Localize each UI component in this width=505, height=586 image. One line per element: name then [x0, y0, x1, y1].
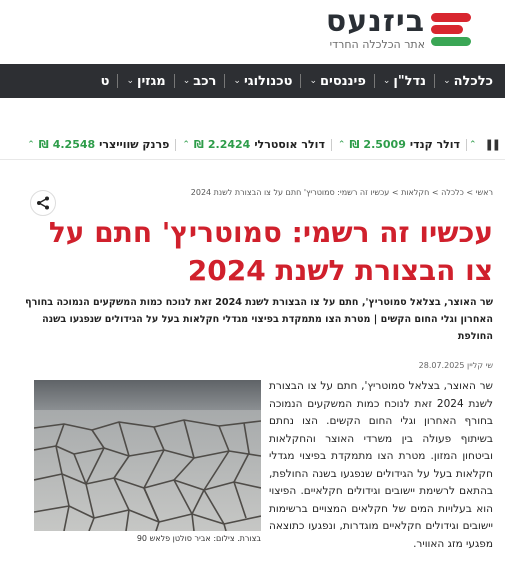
nav-item-label: רכב: [193, 73, 217, 89]
nav-item-label: נדל"ן: [393, 73, 427, 89]
nav-divider: [174, 74, 175, 88]
article-body: שר האוצר, בצלאל סמוטריץ', חתם על צו הבצורת לשנת 2024 זאת לנוכח כמות המשקעים הנמוכה בחורף האחרון וגלי החום הקשים. הצו נחתם בשיתוף פעולה בין משרדי האוצר והחקלאות וביטחון המזון. מטרת הצו מתמקדת בפיצוי מגדלי חקלאות בעל על הגידולים שנפגעו בשנה החולפת, בהתאם לרשימת יישובים וגידולים חקלאיים. הפיצוי הוא בעלויות המים של חקלאים המצויים ברשימות יישובים וגידולים חקלאיים מוגדרות, ונפגעו כתוצאה מפגעי מזג האוויר.: [269, 380, 493, 550]
share-button[interactable]: [30, 190, 56, 216]
chevron-down-icon: ⌄: [182, 76, 191, 86]
chevron-up-icon: ⌃: [27, 139, 35, 150]
ticker-divider: [331, 139, 332, 151]
article-author[interactable]: שי קליין: [467, 361, 493, 370]
chevron-up-icon: ⌃: [182, 139, 190, 150]
nav-item-truncated[interactable]: [93, 74, 118, 89]
chevron-down-icon: ⌄: [382, 76, 391, 86]
ticker-currency-value: 2.5009: [363, 138, 406, 151]
ticker-currency-value: 2.2424: [207, 138, 251, 151]
ticker-divider: [175, 139, 176, 151]
chevron-down-icon: ⌄: [126, 76, 134, 86]
chevron-down-icon: ⌄: [443, 76, 451, 86]
nav-divider: [300, 74, 301, 88]
breadcrumb[interactable]: ראשי > כלכלה > חקלאות > עכשיו זה רשמי: סמוטריץ' חתם על צו הבצורת לשנת 2024: [190, 188, 493, 197]
chevron-down-icon: ⌄: [309, 76, 317, 86]
chevron-up-icon: ⌃: [469, 139, 477, 150]
site-logo[interactable]: [326, 6, 477, 52]
nav-item-label: כלכלה: [453, 73, 493, 89]
chevron-down-icon: ⌄: [233, 76, 241, 86]
nav-divider: [224, 74, 225, 88]
nav-item-label: טכנולוגי: [243, 73, 293, 89]
nav-item-label: ט: [100, 73, 110, 89]
logo-tagline: אתר הכלכלה החרדי: [329, 38, 425, 51]
nav-item-label: פיננסים: [320, 73, 366, 89]
nav-divider: [374, 74, 375, 88]
logo-name: ביזנעס: [325, 4, 425, 39]
share-icon: [36, 196, 50, 210]
currency-ticker: [0, 130, 505, 160]
logo-text: [326, 6, 425, 52]
shekel-icon: ₪: [193, 138, 204, 151]
chevron-up-icon: ⌃: [337, 139, 346, 150]
article-title: עכשיו זה רשמי: סמוטריץ' חתם על צו הבצורת לשנת 2024: [48, 216, 493, 287]
nav-divider: [434, 74, 435, 88]
nav-divider: [117, 74, 118, 88]
pause-icon[interactable]: ❚❚: [484, 138, 499, 151]
nav-item-magazine[interactable]: [118, 74, 173, 89]
shekel-icon: ₪: [349, 138, 360, 151]
ticker-item-cad[interactable]: [332, 138, 466, 151]
site-header: [0, 0, 505, 64]
article-date: 28.07.2025: [418, 361, 465, 370]
ticker-item-chf[interactable]: [21, 138, 175, 151]
nav-item-label: מגזין: [137, 73, 166, 89]
ticker-currency-name: פרנק שווייצרי: [99, 138, 170, 151]
ticker-currency-name: דולר קנדי: [409, 138, 461, 151]
article-subtitle: שר האוצר, בצלאל סמוטריץ', חתם על צו הבצורת לשנת 2024 זאת לנוכח כמות המשקעים הנמוכה בחורף האחרון וגלי החום הקשים | מטרת הצו מתמקדת בפיצוי מגדלי חקלאות בעל על הגידולים שנפגעו בשנה החולפת: [25, 297, 493, 342]
cracked-earth-image: [34, 380, 261, 531]
logo-mark-icon: [431, 9, 477, 49]
main-nav: [0, 64, 505, 98]
image-caption: בצורת. צילום: אביר סולטן פלאש 90: [136, 534, 261, 543]
nav-item-technology[interactable]: [225, 74, 300, 89]
article-image: [34, 380, 261, 531]
nav-item-finance[interactable]: [301, 74, 373, 89]
ticker-item-aud[interactable]: [176, 138, 331, 151]
nav-item-economy[interactable]: [435, 74, 501, 89]
ticker-divider: [466, 139, 467, 151]
nav-item-cars[interactable]: [175, 74, 225, 89]
nav-item-real-estate[interactable]: [375, 74, 434, 89]
article-meta: [419, 361, 493, 370]
ticker-currency-value: 4.2548: [52, 138, 96, 151]
shekel-icon: ₪: [38, 138, 49, 151]
ticker-currency-name: דולר אוסטרלי: [254, 138, 325, 151]
